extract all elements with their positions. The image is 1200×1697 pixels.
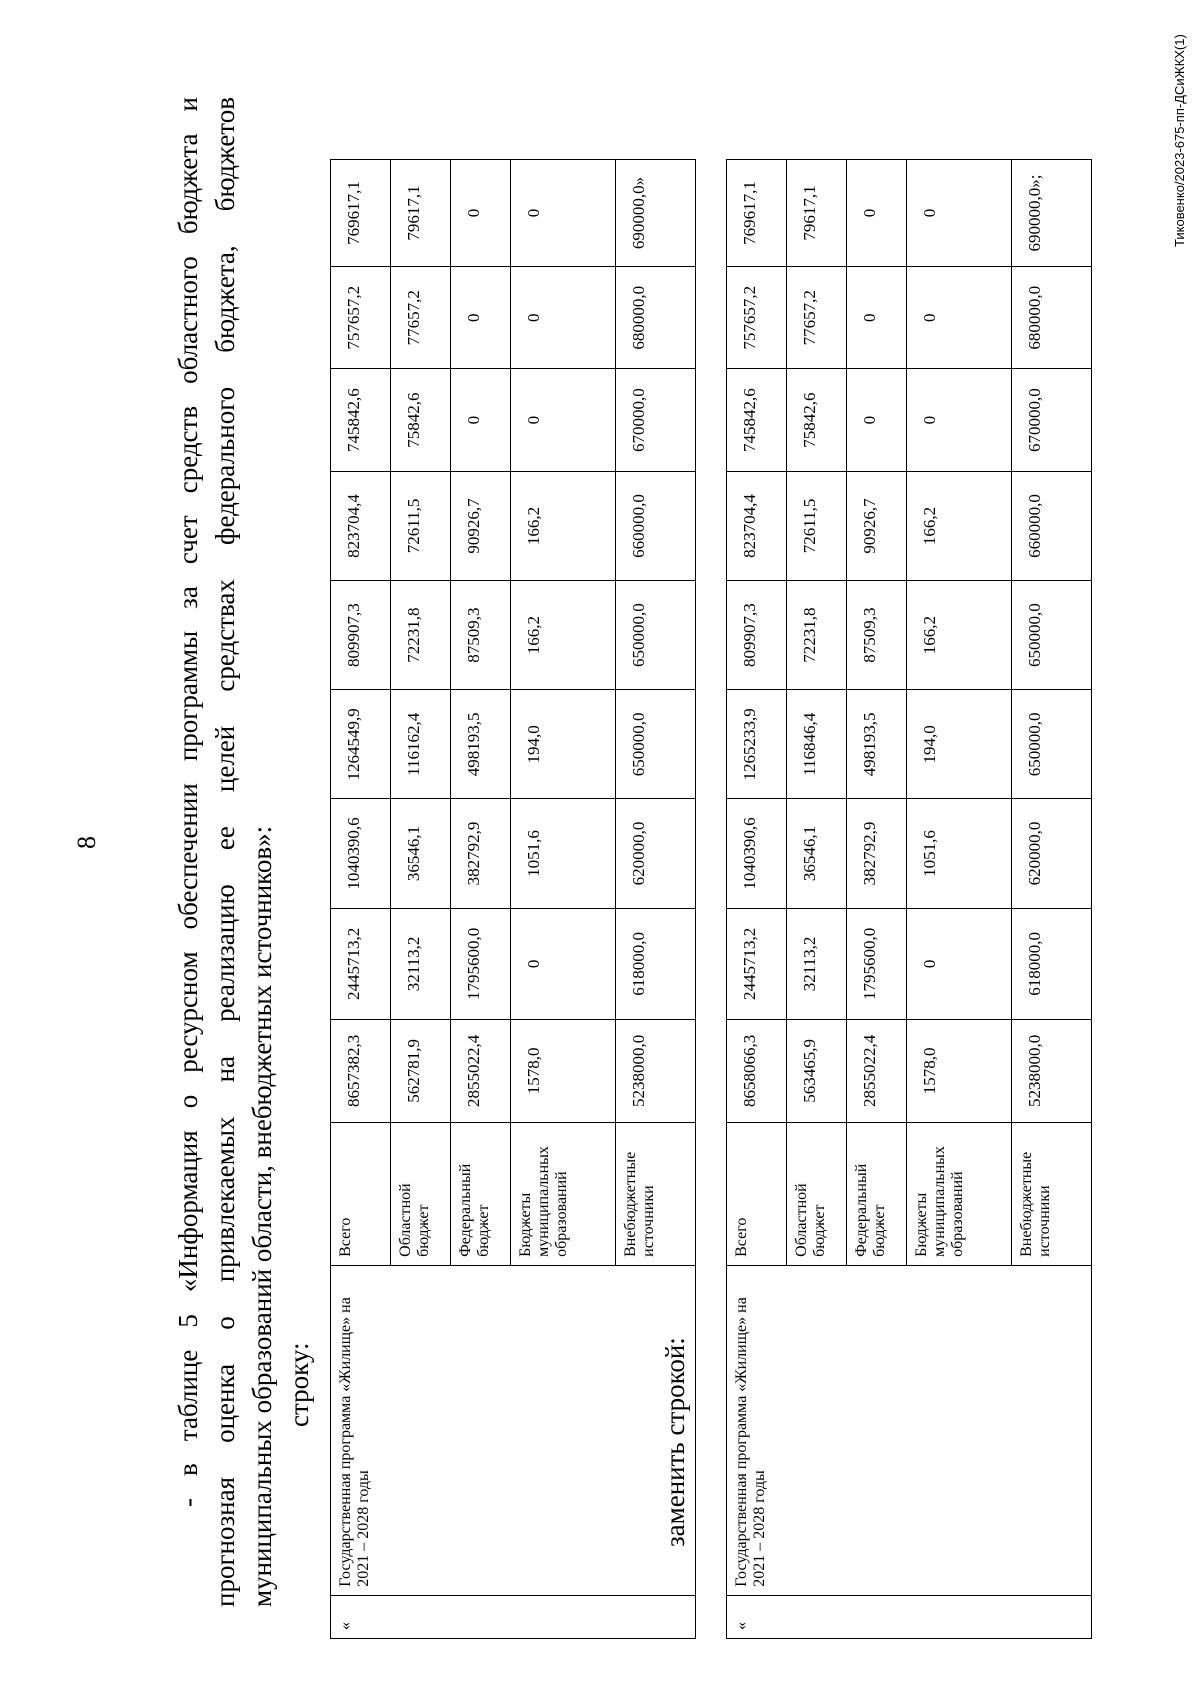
replace-label: заменить строкой: [660,1337,690,1547]
intro-line-2: прогнозная оценка о привлекаемых на реализацию ее целей средствах федерального бюджета, бюджетов [210,97,240,1607]
amount-cell: 0 [511,369,616,471]
funding-source-label: Всего [727,1122,787,1265]
amount-cell: 32113,2 [391,908,451,1019]
amount-cell: 0 [907,160,1012,267]
amount-cell: 809907,3 [727,581,787,690]
amount-cell: 0 [451,369,511,471]
amount-cell: 498193,5 [847,690,907,799]
funding-source-label: Федеральный бюджет [451,1122,511,1265]
amount-cell: 0 [511,160,616,267]
amount-cell: 823704,4 [727,471,787,580]
funding-source-label: Областной бюджет [391,1122,451,1265]
amount-cell: 745842,6 [331,369,391,471]
amount-cell: 0 [451,160,511,267]
amount-cell: 650000,0 [1012,581,1092,690]
amount-cell: 757657,2 [331,267,391,369]
amount-cell: 660000,0 [1012,471,1092,580]
amount-cell: 36546,1 [787,799,847,908]
amount-cell: 562781,9 [391,1020,451,1122]
amount-cell: 0 [451,267,511,369]
funding-source-label: Бюджеты муниципальных образований [907,1122,1012,1265]
page-number: 8 [72,836,101,849]
amount-cell: 116846,4 [787,690,847,799]
amount-cell: 194,0 [511,690,616,799]
amount-cell: 690000,0» [616,160,696,267]
amount-cell: 618000,0 [1012,908,1092,1019]
amount-cell: 166,2 [907,471,1012,580]
amount-cell: 90926,7 [451,471,511,580]
amount-cell: 77657,2 [787,267,847,369]
amount-cell: 72611,5 [391,471,451,580]
funding-source-label: Областной бюджет [787,1122,847,1265]
amount-cell: 77657,2 [391,267,451,369]
amount-cell: 0 [907,267,1012,369]
amount-cell: 1040390,6 [331,799,391,908]
open-quote-cell: « [331,1595,696,1638]
amount-cell: 680000,0 [616,267,696,369]
funding-source-label: Бюджеты муниципальных образований [511,1122,616,1265]
amount-cell: 2855022,4 [451,1020,511,1122]
amount-cell: 5238000,0 [616,1020,696,1122]
amount-cell: 166,2 [511,471,616,580]
amount-cell: 680000,0 [1012,267,1092,369]
amount-cell: 1051,6 [511,799,616,908]
original-row-table [330,159,696,1639]
amount-cell: 650000,0 [1012,690,1092,799]
table-row [331,160,391,1639]
amount-cell: 8658066,3 [727,1020,787,1122]
amount-cell: 90926,7 [847,471,907,580]
amount-cell: 690000,0»; [1012,160,1092,267]
amount-cell: 72611,5 [787,471,847,580]
amount-cell: 87509,3 [451,581,511,690]
amount-cell: 166,2 [907,581,1012,690]
amount-cell: 75842,6 [787,369,847,471]
table-row [727,160,787,1639]
amount-cell: 72231,8 [787,581,847,690]
intro-line-1: - в таблице 5 «Информация о ресурсном обеспечении программы за счет средств областного бюджета и [173,97,203,1507]
amount-cell: 32113,2 [787,908,847,1019]
amount-cell: 498193,5 [451,690,511,799]
amount-cell: 670000,0 [616,369,696,471]
amount-cell: 79617,1 [391,160,451,267]
funding-source-label: Федеральный бюджет [847,1122,907,1265]
amount-cell: 620000,0 [1012,799,1092,908]
amount-cell: 0 [511,908,616,1019]
amount-cell: 660000,0 [616,471,696,580]
amount-cell: 0 [847,267,907,369]
amount-cell: 382792,9 [451,799,511,908]
amount-cell: 769617,1 [727,160,787,267]
amount-cell: 670000,0 [1012,369,1092,471]
intro-paragraph [170,97,318,1607]
open-quote-cell: « [727,1595,1092,1638]
amount-cell: 563465,9 [787,1020,847,1122]
amount-cell: 757657,2 [727,267,787,369]
amount-cell: 2445713,2 [331,908,391,1019]
amount-cell: 1578,0 [907,1020,1012,1122]
amount-cell: 1795600,0 [451,908,511,1019]
amount-cell: 1040390,6 [727,799,787,908]
amount-cell: 194,0 [907,690,1012,799]
amount-cell: 618000,0 [616,908,696,1019]
amount-cell: 116162,4 [391,690,451,799]
amount-cell: 769617,1 [331,160,391,267]
program-name-cell: Государственная программа «Жилище» на 2021 – 2028 годы [331,1265,696,1595]
amount-cell: 620000,0 [616,799,696,908]
amount-cell: 166,2 [511,581,616,690]
amount-cell: 1051,6 [907,799,1012,908]
amount-cell: 1578,0 [511,1020,616,1122]
amount-cell: 2855022,4 [847,1020,907,1122]
amount-cell: 0 [907,908,1012,1019]
intro-line-3: муниципальных образований области, внебюджетных источников»: [247,825,277,1607]
funding-source-label: Всего [331,1122,391,1265]
intro-line-4: строку: [284,1342,314,1427]
amount-cell: 1265233,9 [727,690,787,799]
amount-cell: 8657382,3 [331,1020,391,1122]
amount-cell: 0 [907,369,1012,471]
funding-source-label: Внебюджетные источники [1012,1122,1092,1265]
amount-cell: 72231,8 [391,581,451,690]
amount-cell: 0 [847,369,907,471]
amount-cell: 2445713,2 [727,908,787,1019]
document-footer: Тиковенко/2023-675-пп-ДСиЖКХ(1) [1172,34,1187,247]
program-name-cell: Государственная программа «Жилище» на 2021 – 2028 годы [727,1265,1092,1595]
amount-cell: 75842,6 [391,369,451,471]
amount-cell: 79617,1 [787,160,847,267]
amount-cell: 650000,0 [616,581,696,690]
amount-cell: 650000,0 [616,690,696,799]
replacement-row-table [726,159,1092,1639]
amount-cell: 1264549,9 [331,690,391,799]
amount-cell: 36546,1 [391,799,451,908]
amount-cell: 87509,3 [847,581,907,690]
funding-source-label: Внебюджетные источники [616,1122,696,1265]
amount-cell: 1795600,0 [847,908,907,1019]
amount-cell: 5238000,0 [1012,1020,1092,1122]
amount-cell: 382792,9 [847,799,907,908]
amount-cell: 0 [847,160,907,267]
amount-cell: 745842,6 [727,369,787,471]
amount-cell: 0 [511,267,616,369]
amount-cell: 809907,3 [331,581,391,690]
amount-cell: 823704,4 [331,471,391,580]
